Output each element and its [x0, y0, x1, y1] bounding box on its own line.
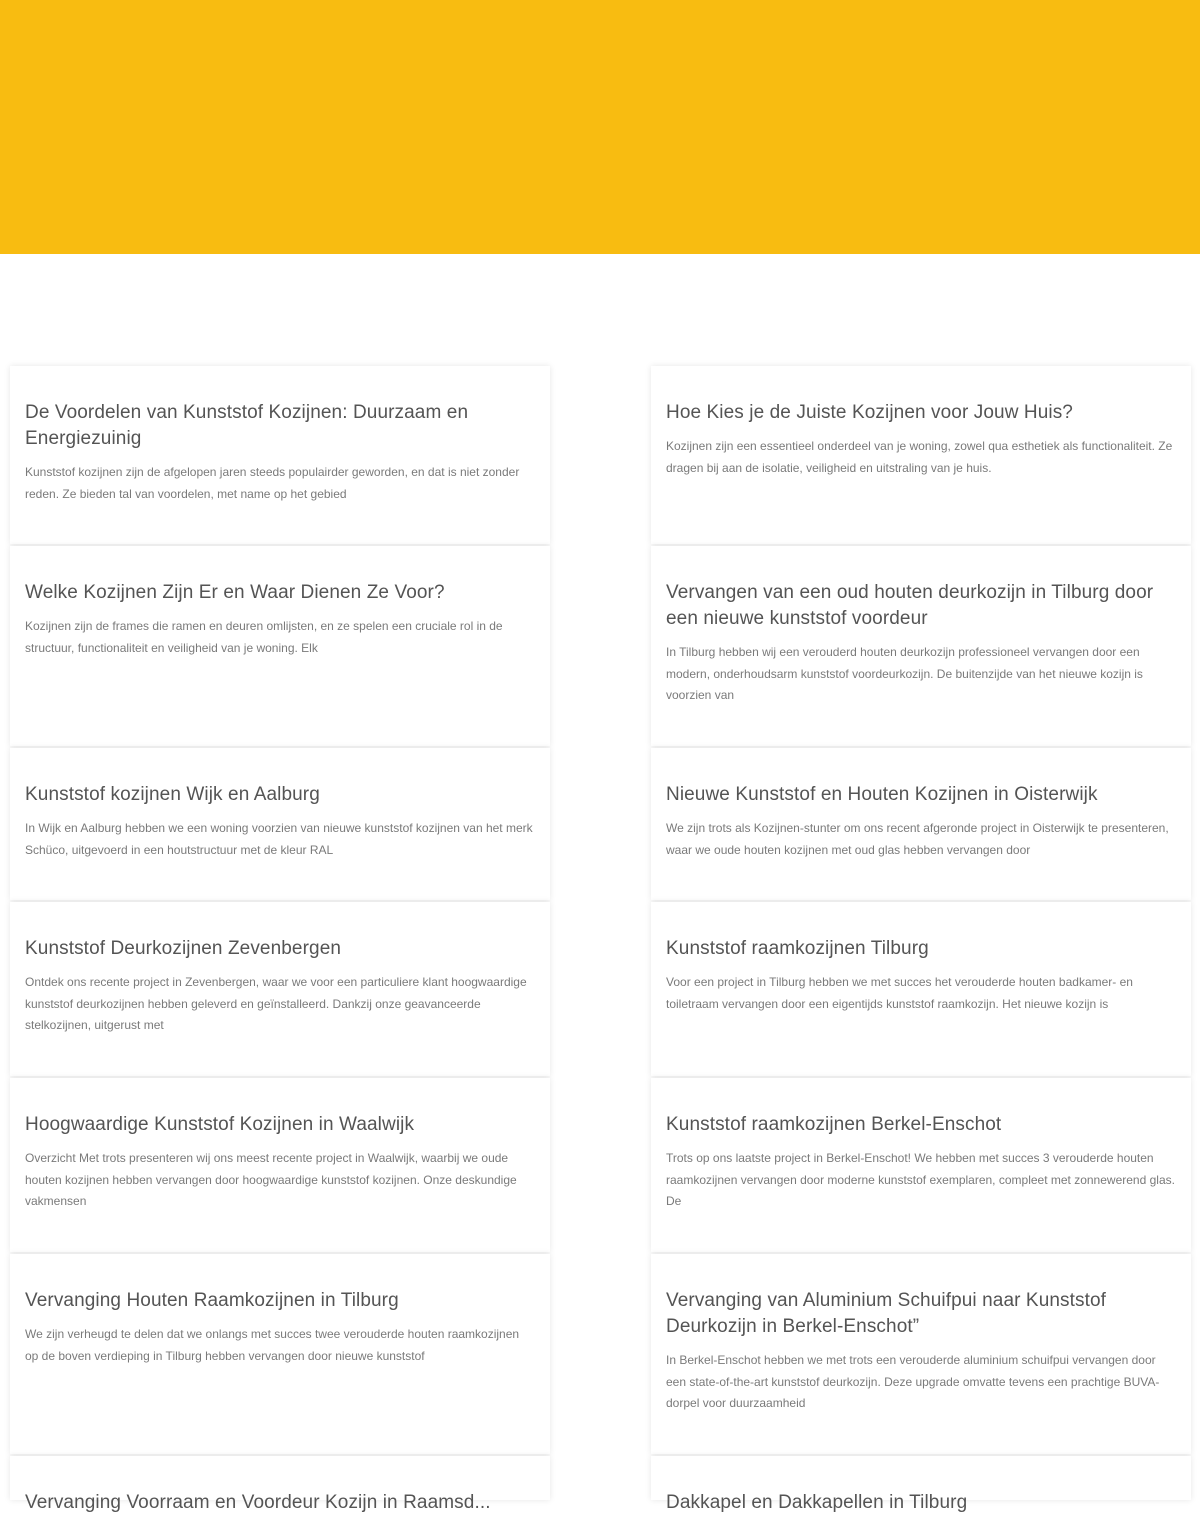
post-title[interactable]: Welke Kozijnen Zijn Er en Waar Dienen Ze Voor?: [25, 582, 445, 603]
post-excerpt: Ontdek ons recente project in Zevenbergen, waar we voor een particuliere klant hoogwaardige kunststof deurkozijnen hebben geleverd en geïnstalleerd. Dankzij onze geavanceerde stelkozijnen, uitgerust met: [25, 975, 527, 1032]
post-excerpt: Kozijnen zijn de frames die ramen en deuren omlijsten, en ze spelen een cruciale rol in de structuur, functionaliteit en veiligheid van je woning. Elk: [25, 619, 503, 655]
post-title[interactable]: Vervanging Houten Raamkozijnen in Tilburg: [25, 1290, 399, 1311]
post-card[interactable]: [651, 1456, 1191, 1513]
post-title[interactable]: Vervanging Voorraam en Voordeur Kozijn in Raamsd...: [25, 1492, 491, 1513]
post-card[interactable]: [10, 366, 550, 544]
post-title[interactable]: Vervangen van een oud houten deurkozijn in Tilburg door een nieuwe kunststof voordeur: [666, 582, 1154, 629]
post-excerpt: In Wijk en Aalburg hebben we een woning voorzien van nieuwe kunststof kozijnen van het merk Schüco, uitgevoerd in een houtstructuur met de kleur RAL: [25, 821, 533, 857]
post-title[interactable]: Kunststof Deurkozijnen Zevenbergen: [25, 938, 342, 959]
post-card[interactable]: [10, 902, 550, 1076]
post-excerpt: Overzicht Met trots presenteren wij ons meest recente project in Waalwijk, waarbij we oude houten kozijnen hebben vervangen door hoogwaardige kunststof kozijnen. Onze deskundige vakmensen: [25, 1151, 517, 1208]
post-excerpt: Voor een project in Tilburg hebben we met succes het verouderde houten badkamer- en toiletraam vervangen door een eigentijds kunststof raamkozijn. Het nieuwe kozijn is: [666, 975, 1133, 1011]
post-excerpt: We zijn trots als Kozijnen-stunter om ons recent afgeronde project in Oisterwijk te presenteren, waar we oude houten kozijnen met oud glas hebben vervangen door: [666, 821, 1169, 857]
post-card[interactable]: [10, 1456, 550, 1513]
post-card[interactable]: [10, 748, 550, 900]
post-card[interactable]: [651, 902, 1191, 1076]
post-card[interactable]: [651, 546, 1191, 746]
post-excerpt: Kunststof kozijnen zijn de afgelopen jaren steeds populairder geworden, en dat is niet zonder reden. Ze bieden tal van voordelen, met name op het gebied: [25, 465, 520, 501]
post-title[interactable]: De Voordelen van Kunststof Kozijnen: Duurzaam en Energiezuinig: [25, 402, 469, 449]
post-title[interactable]: Hoogwaardige Kunststof Kozijnen in Waalwijk: [25, 1114, 415, 1135]
post-excerpt: We zijn verheugd te delen dat we onlangs met succes twee verouderde houten raamkozijnen op de boven verdieping in Tilburg hebben vervangen door nieuwe kunststof: [25, 1327, 520, 1363]
post-title[interactable]: Kunststof kozijnen Wijk en Aalburg: [25, 784, 320, 805]
hero-banner: [0, 0, 1200, 254]
post-card[interactable]: [10, 1254, 550, 1454]
post-title[interactable]: Kunststof raamkozijnen Berkel-Enschot: [666, 1114, 1002, 1135]
post-excerpt: In Berkel-Enschot hebben we met trots een verouderde aluminium schuifpui vervangen door een state-of-the-art kunststof deurkozijn. Deze upgrade omvatte tevens een prachtige BUVA-dorpel voor duurzaamheid: [666, 1353, 1160, 1410]
post-card[interactable]: [10, 546, 550, 746]
post-card[interactable]: [10, 1078, 550, 1252]
post-title[interactable]: Kunststof raamkozijnen Tilburg: [666, 938, 929, 959]
post-card[interactable]: [651, 1078, 1191, 1252]
post-excerpt: In Tilburg hebben wij een verouderd houten deurkozijn professioneel vervangen door een modern, onderhoudsarm kunststof voordeurkozijn. De buitenzijde van het nieuwe kozijn is voorzien van: [666, 645, 1143, 702]
post-title[interactable]: Vervanging van Aluminium Schuifpui naar Kunststof Deurkozijn in Berkel-Enschot”: [666, 1290, 1107, 1337]
post-card[interactable]: [651, 748, 1191, 900]
post-excerpt: Trots op ons laatste project in Berkel-Enschot! We hebben met succes 3 verouderde houten raamkozijnen vervangen door moderne kunststof exemplaren, compleet met zonnewerend glas. De: [666, 1151, 1175, 1208]
post-title[interactable]: Nieuwe Kunststof en Houten Kozijnen in Oisterwijk: [666, 784, 1098, 805]
post-title[interactable]: Hoe Kies je de Juiste Kozijnen voor Jouw Huis?: [666, 402, 1073, 423]
post-card[interactable]: [651, 366, 1191, 544]
post-card[interactable]: [651, 1254, 1191, 1454]
post-excerpt: Kozijnen zijn een essentieel onderdeel van je woning, zowel qua esthetiek als functionaliteit. Ze dragen bij aan de isolatie, veiligheid en uitstraling van je huis.: [666, 439, 1173, 475]
post-title[interactable]: Dakkapel en Dakkapellen in Tilburg: [666, 1492, 968, 1513]
